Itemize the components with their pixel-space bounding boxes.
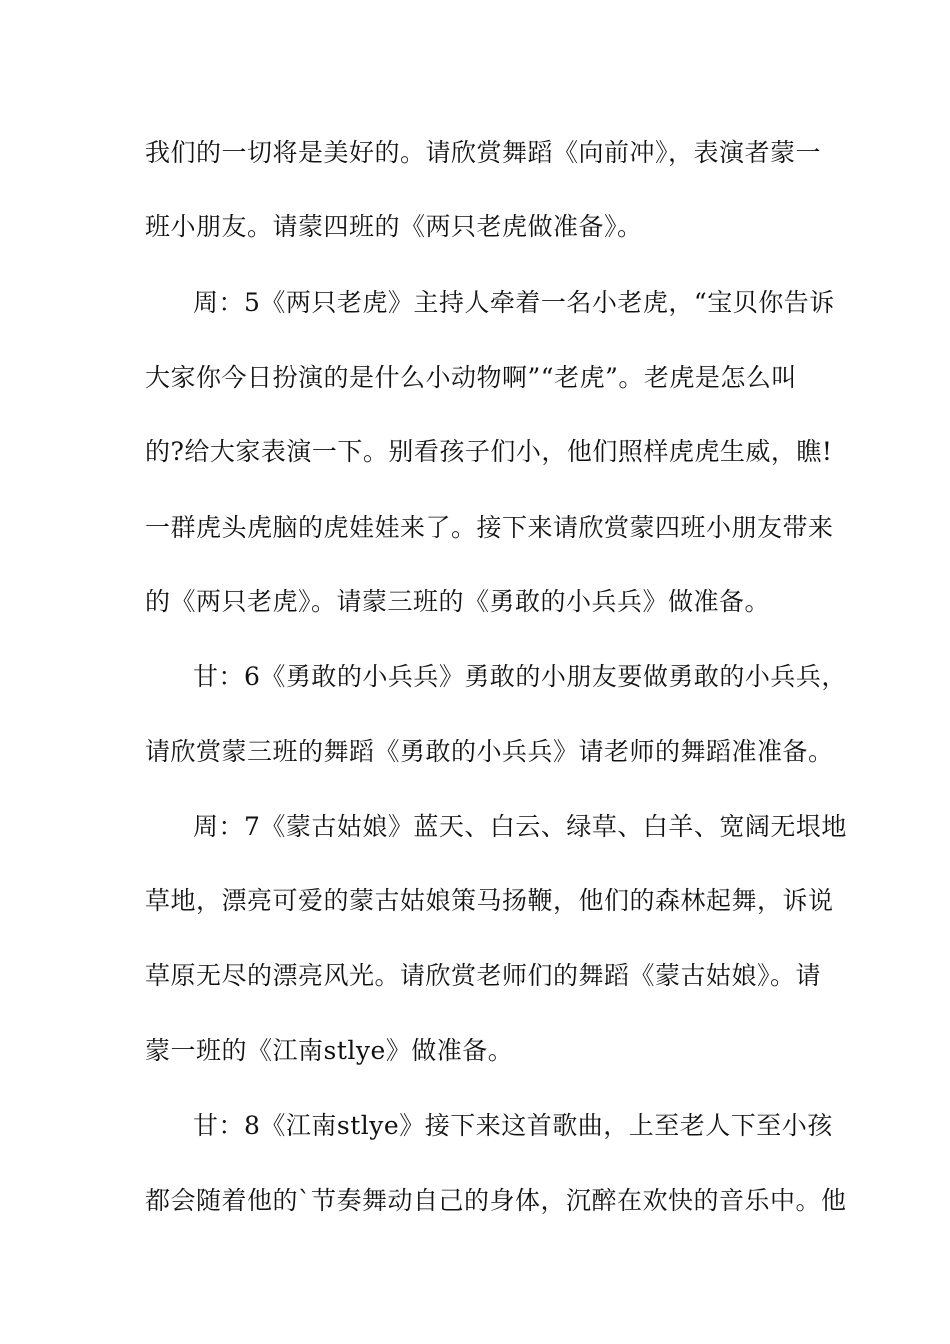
text-line: 的《两只老虎》。请蒙三班的《勇敢的小兵兵》做准备。 bbox=[145, 587, 771, 616]
paragraph-first-line: 甘：8《江南stlye》接下来这首歌曲，上至老人下至小孩 bbox=[193, 1111, 833, 1140]
text-line: 蒙一班的《江南stlye》做准备。 bbox=[145, 1036, 514, 1065]
text-line: 班小朋友。请蒙四班的《两只老虎做准备》。 bbox=[145, 212, 643, 241]
paragraph-first-line: 周：7《蒙古姑娘》蓝天、白云、绿草、白羊、宽阔无垠地 bbox=[193, 812, 847, 841]
text-line: 一群虎头虎脑的虎娃娃来了。接下来请欣赏蒙四班小朋友带来 bbox=[145, 513, 834, 542]
paragraph-first-line: 甘：6《勇敢的小兵兵》勇敢的小朋友要做勇敢的小兵兵， bbox=[193, 662, 847, 691]
text-line: 我们的一切将是美好的。请欣赏舞蹈《向前冲》，表演者蒙一 bbox=[145, 138, 822, 167]
paragraph-first-line: 周：5《两只老虎》主持人牵着一名小老虎，“宝贝你告诉 bbox=[193, 288, 835, 317]
text-line: 草地，漂亮可爱的蒙古姑娘策马扬鞭，他们的森林起舞，诉说 bbox=[145, 886, 834, 915]
text-line: 草原无尽的漂亮风光。请欣赏老师们的舞蹈《蒙古姑娘》。请 bbox=[145, 961, 822, 990]
text-line: 请欣赏蒙三班的舞蹈《勇敢的小兵兵》请老师的舞蹈准准备。 bbox=[145, 737, 834, 766]
text-line: 的?给大家表演一下。别看孩子们小，他们照样虎虎生威，瞧! bbox=[145, 437, 833, 466]
text-line: 都会随着他的`节奏舞动自己的身体，沉醉在欢快的音乐中。他 bbox=[145, 1186, 847, 1215]
text-line: 大家你今日扮演的是什么小动物啊”“老虎”。老虎是怎么叫 bbox=[145, 363, 797, 392]
